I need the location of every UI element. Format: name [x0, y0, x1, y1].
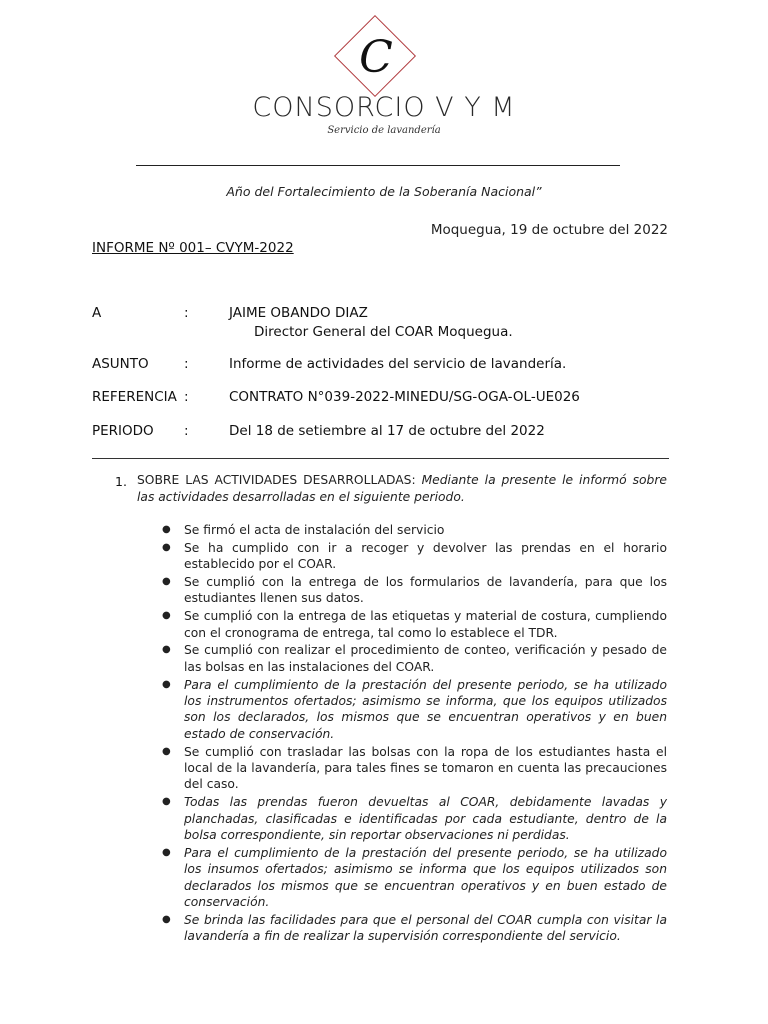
- section-heading: SOBRE LAS ACTIVIDADES DESARROLLADAS:: [137, 473, 416, 487]
- activities-list: [160, 522, 667, 946]
- list-item: ● Se cumplió con trasladar las bolsas con la ropa de los estudiantes hasta el local de la lavandería, para tales fines se tomaron en cuenta las precauciones del caso.: [162, 744, 667, 792]
- bullet-icon: ●: [162, 796, 171, 808]
- bullet-icon: ●: [162, 541, 171, 553]
- company-subtitle: Servicio de lavandería: [327, 125, 441, 136]
- list-item: ● Se cumplió con la entrega de los formularios de lavandería, para que los estudiantes llenen sus datos.: [162, 575, 667, 606]
- list-item: ● Se firmó el acta de instalación del servicio: [162, 523, 445, 537]
- field-subject-value: Informe de actividades del servicio de lavandería.: [229, 356, 567, 372]
- list-item: ● Para el cumplimiento de la prestación del presente periodo, se ha utilizado los insumos ofertados; asimismo se informa que los equipos utilizados son declarados los mismos que se encuentran operativos y en buen estado de conservación.: [162, 845, 667, 910]
- bullet-icon: ●: [162, 576, 171, 587]
- section-intro: [137, 472, 667, 506]
- bullet-icon: ●: [162, 678, 171, 690]
- bullet-icon: ●: [162, 524, 171, 535]
- section-number: 1.: [115, 474, 127, 489]
- bullet-icon: ●: [162, 745, 171, 757]
- field-period-value: Del 18 de setiembre al 17 de octubre del 2022: [229, 423, 545, 439]
- field-period-colon: :: [184, 423, 189, 439]
- section-divider: [92, 458, 669, 459]
- field-to-colon: :: [184, 305, 189, 321]
- report-title: INFORME Nº 001– CVYM-2022: [92, 240, 294, 256]
- bullet-icon: ●: [162, 610, 171, 622]
- field-to-label: A: [92, 305, 102, 321]
- field-subject-label: ASUNTO: [92, 356, 149, 372]
- list-item: ● Se cumplió con realizar el procedimiento de conteo, verificación y pesado de las bolsas en las instalaciones del COAR.: [162, 643, 667, 674]
- year-slogan: Año del Fortalecimiento de la Soberanía Nacional”: [226, 184, 542, 199]
- field-reference-colon: :: [184, 389, 189, 405]
- list-item: ● Para el cumplimiento de la prestación del presente periodo, se ha utilizado los instrumentos ofertados; asimismo se informa, que los equipos utilizados son los declarados, los mismos que se encuentran operativos y en buen estado de conservación.: [162, 677, 667, 741]
- bullet-icon: ●: [162, 846, 171, 858]
- field-subject-colon: :: [184, 356, 189, 372]
- section-intro-text: Mediante la presente le informó sobre las actividades desarrolladas en el siguiente periodo.: [137, 473, 667, 504]
- logo-letter: C: [359, 32, 393, 83]
- list-item: ● Todas las prendas fueron devueltas al COAR, debidamente lavadas y planchadas, clasificadas e identificadas por cada estudiante, dentro de la bolsa correspondiente, sin reportar observaciones ni perdidas.: [162, 795, 667, 843]
- field-reference-label: REFERENCIA: [92, 389, 177, 405]
- field-reference-value: CONTRATO N°039-2022-MINEDU/SG-OGA-OL-UE026: [229, 389, 580, 405]
- field-to-value-2: Director General del COAR Moquegua.: [254, 324, 513, 340]
- list-item: ● Se brinda las facilidades para que el personal del COAR cumpla con visitar la lavandería a fin de realizar la supervisión correspondiente del servicio.: [162, 912, 667, 944]
- bullet-icon: ●: [162, 913, 171, 925]
- company-name: CONSORCIO V Y M: [252, 92, 516, 123]
- list-item: ● Se cumplió con la entrega de las etiquetas y material de costura, cumpliendo con el cronograma de entrega, tal como lo establece el TDR.: [162, 609, 667, 640]
- field-period-label: PERIODO: [92, 423, 154, 439]
- list-item: ● Se ha cumplido con ir a recoger y devolver las prendas en el horario establecido por el COAR.: [162, 540, 667, 572]
- header-divider: [136, 165, 620, 166]
- field-to-value: JAIME OBANDO DIAZ: [229, 305, 368, 321]
- document-date: Moquegua, 19 de octubre del 2022: [430, 222, 668, 238]
- bullet-icon: ●: [162, 644, 171, 656]
